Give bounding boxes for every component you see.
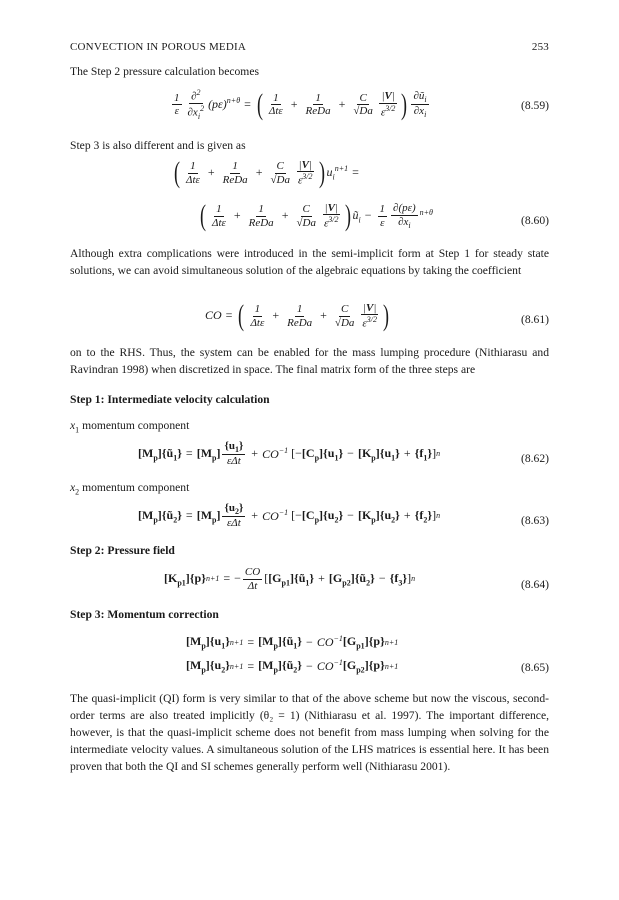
paragraph-5: The quasi-implicit (QI) form is very similar to that of the above scheme but now the viscous, second-order terms are also treated implicitly (θ₂ = 1) (Nithiarasu et al. 1997). The important difference, however, is that the quasi-implicit scheme does not benefit from mass lumping when solving for the intermediate velocity values. A simultaneous solution of the LHS matrices is essential here. It has been proven that both the QI and SI schemes generally perform well (Nithiarasu 2001).	[70, 692, 549, 773]
x2-momentum-label: $x_2$ momentum component	[70, 481, 190, 497]
equation-8-64: $[K_{p1}]\{p\}$ n+1 = − $\frac{CO}{\Delta t}$ [ $[G_{p1}]\{ũ_1\}$ + $[G_{p2}]\{ũ_2\}$ − $\{f_3\}$ ] n	[164, 566, 416, 592]
paragraph-1: The Step 2 pressure calculation becomes	[70, 65, 259, 78]
step2-heading: Step 2: Pressure field	[70, 544, 175, 557]
eq-number-8-62: (8.62)	[520, 452, 549, 465]
header-title: CONVECTION IN POROUS MEDIA	[70, 41, 247, 53]
equation-8-63: $[M_p]\{ũ_2\}$ = $[M_p]$ $\frac{\{u_2\}}{\text{εΔt}}$ + $CO^{-1}$ [− $[C_p]\{u_2\}$ − $[K_p]\{u_2\}$ + $\{f_2\}$ ] n	[138, 502, 441, 530]
equation-8-65-line2: $[M_p]\{u_2\}$ n+1 = $[M_p]\{ũ_2\}$ − $CO^{-1}$ $[G_{p2}]\{p\}$ n+1	[186, 658, 399, 675]
eq-number-8-59: (8.59)	[520, 99, 549, 112]
page-number: 253	[531, 41, 549, 53]
equation-8-65-line1: $[M_p]\{u_1\}$ n+1 = $[M_p]\{ũ_1\}$ − $CO^{-1}$ $[G_{p1}]\{p\}$ n+1	[186, 634, 399, 651]
eq-number-8-60: (8.60)	[520, 214, 549, 227]
eq-number-8-64: (8.64)	[520, 578, 549, 591]
paragraph-4: on to the RHS. Thus, the system can be enabled for the mass lumping procedure (Nithiarasu and Ravindran 1998) when discretized in space. The final matrix form of the three steps are	[70, 346, 549, 376]
eq-number-8-63: (8.63)	[520, 514, 549, 527]
equation-8-59: $\frac{1}{\varepsilon}$ $\frac{\partial^2}{\partial x_i^2}$ $(p\varepsilon)^{n+\theta}$ = ( $\frac{1}{\text{Δtε}}$ + $\frac{1}{\text{ReDa}}$ + $\frac{C}{√Da}$ $\frac{|V|}{\varepsilon^{3/2}}$ ) $\frac{\partial ũ_i}{\partial x_i}$	[174, 87, 427, 122]
equation-8-61: CO = ( $\frac{1}{\text{Δtε}}$ + $\frac{1}{\text{ReDa}}$ + $\frac{C}{√Da}$ $\frac{|V|}{\varepsilon^{3/2}}$ )	[205, 299, 389, 332]
equation-8-62: $[M_p]\{ũ_1\}$ = $[M_p]$ $\frac{\{u_1\}}{\text{εΔt}}$ + $CO^{-1}$ [− $[C_p]\{u_1\}$ − $[K_p]\{u_1\}$ + $\{f_1\}$ ] n	[138, 440, 441, 468]
equation-8-60-line1: ( $\frac{1}{\text{Δtε}}$ + $\frac{1}{\text{ReDa}}$ + $\frac{C}{√Da}$ $\frac{|V|}{\varepsilon^{3/2}}$ ) $u_i^{n+1}$ =	[174, 156, 359, 189]
paragraph-3: Although extra complications were introduced in the semi-implicit form at Step 1 for steady state solutions, we can avoid simultaneous solution of the algebraic equations by taking the coefficient	[70, 247, 549, 277]
paragraph-2: Step 3 is also different and is given as	[70, 139, 246, 152]
x1-momentum-label: $x_1$ momentum component	[70, 419, 190, 435]
step3-heading: Step 3: Momentum correction	[70, 608, 219, 621]
eq-number-8-61: (8.61)	[520, 313, 549, 326]
equation-8-60-line2: ( $\frac{1}{\text{Δtε}}$ + $\frac{1}{\text{ReDa}}$ + $\frac{C}{√Da}$ $\frac{|V|}{\varepsilon^{3/2}}$ ) $ũ_i$ − $\frac{1}{\varepsilon}$ $\frac{\partial(p\varepsilon)}{\partial x_i}$ $^{n+\theta}$	[200, 199, 433, 232]
step1-heading: Step 1: Intermediate velocity calculation	[70, 393, 270, 406]
eq-number-8-65: (8.65)	[520, 661, 549, 674]
running-header	[70, 40, 549, 56]
